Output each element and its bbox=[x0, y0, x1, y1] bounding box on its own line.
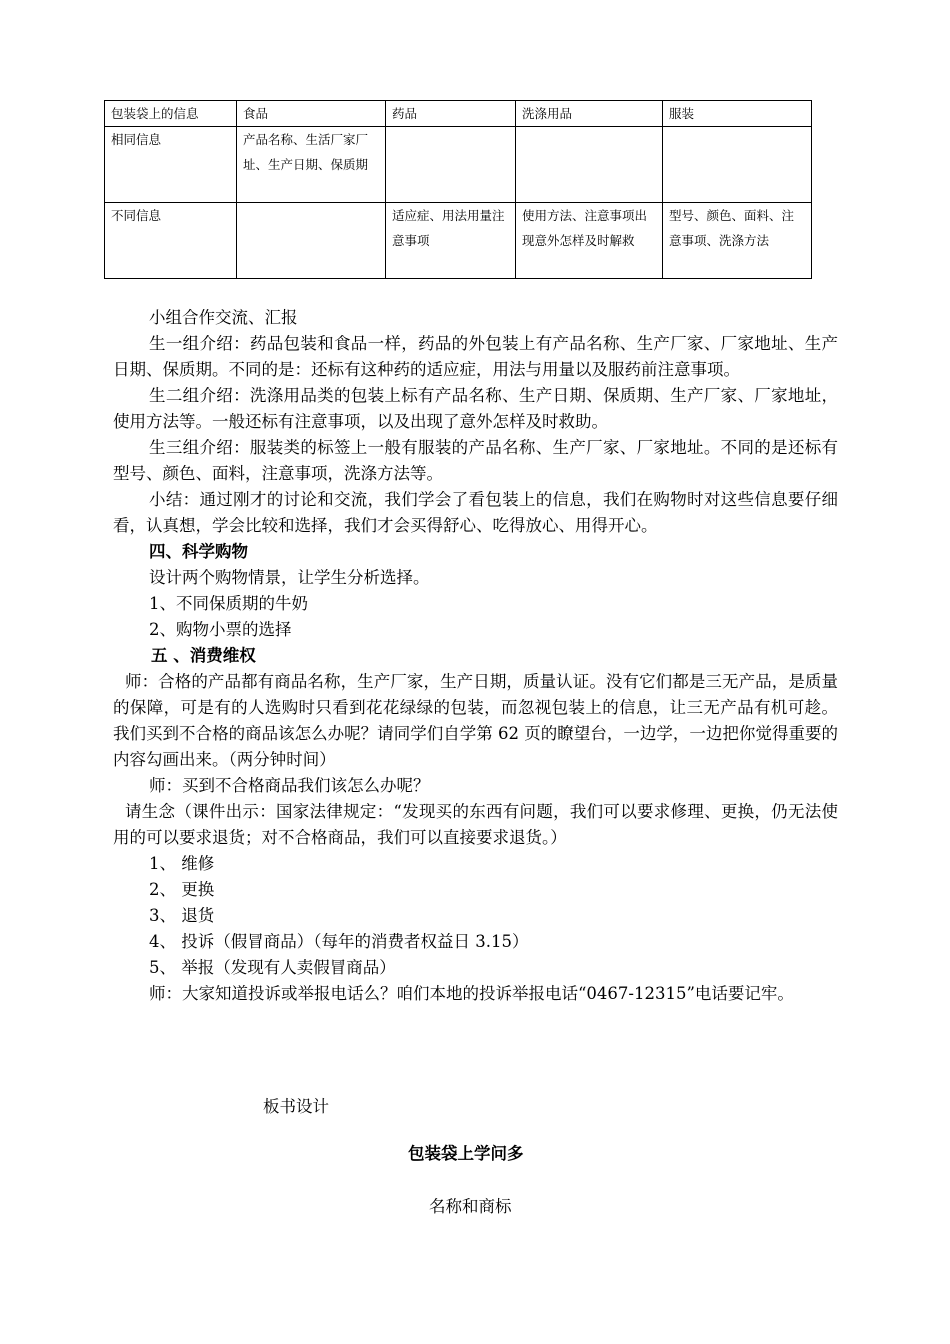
table-header-row bbox=[105, 101, 812, 127]
board-subtitle: 名称和商标 bbox=[429, 1197, 512, 1216]
table-cell bbox=[237, 203, 386, 279]
table-row bbox=[105, 203, 812, 279]
table-cell: 相同信息 bbox=[105, 127, 237, 203]
lesson-body bbox=[113, 305, 838, 1007]
list-item: 1、 维修 bbox=[149, 854, 215, 873]
board-title: 包装袋上学问多 bbox=[408, 1144, 524, 1163]
paragraph: 小结：通过刚才的讨论和交流，我们学会了看包装上的信息，我们在购物时对这些信息要仔细看，认真想，学会比较和选择，我们才会买得舒心、吃得放心、用得开心。 bbox=[113, 490, 838, 535]
paragraph: 小组合作交流、汇报 bbox=[149, 308, 298, 327]
table-cell: 使用方法、注意事项出现意外怎样及时解救 bbox=[516, 203, 663, 279]
paragraph: 生二组介绍：洗涤用品类的包装上标有产品名称、生产日期、保质期、生产厂家、厂家地址，使用方法等。一般还标有注意事项，以及出现了意外怎样及时救助。 bbox=[113, 386, 838, 431]
list-item: 4、 投诉（假冒商品）（每年的消费者权益日 3.15） bbox=[149, 932, 529, 951]
table-cell: 适应症、用法用量注意事项 bbox=[386, 203, 516, 279]
list-item: 5、 举报（发现有人卖假冒商品） bbox=[149, 958, 396, 977]
list-item: 2、 更换 bbox=[149, 880, 215, 899]
table-cell: 产品名称、生活厂家厂址、生产日期、保质期 bbox=[237, 127, 386, 203]
paragraph: 设计两个购物情景，让学生分析选择。 bbox=[149, 568, 430, 587]
table-cell: 型号、颜色、面料、注意事项、洗涤方法 bbox=[663, 203, 812, 279]
paragraph: 生一组介绍：药品包装和食品一样，药品的外包装上有产品名称、生产厂家、厂家地址、生产日期、保质期。不同的是：还标有这种药的适应症，用法与用量以及服药前注意事项。 bbox=[113, 334, 838, 379]
list-item: 3、 退货 bbox=[149, 906, 215, 925]
paragraph: 师：大家知道投诉或举报电话么？咱们本地的投诉举报电话“0467-12315”电话要记牢。 bbox=[149, 984, 794, 1003]
list-item: 1、不同保质期的牛奶 bbox=[149, 594, 308, 613]
section-heading: 五 、消费维权 bbox=[151, 646, 256, 665]
paragraph: 师：买到不合格商品我们该怎么办呢？ bbox=[149, 776, 430, 795]
table-cell: 不同信息 bbox=[105, 203, 237, 279]
table-cell bbox=[386, 127, 516, 203]
table-header-cell: 洗涤用品 bbox=[516, 101, 663, 127]
section-heading: 四、科学购物 bbox=[149, 542, 248, 561]
table-cell bbox=[663, 127, 812, 203]
packaging-info-table bbox=[104, 100, 812, 279]
table-cell bbox=[516, 127, 663, 203]
paragraph: 师：合格的产品都有商品名称，生产厂家，生产日期，质量认证。没有它们都是三无产品，是质量的保障，可是有的人选购时只看到花花绿绿的包装，而忽视包装上的信息，让三无产品有机可趁。我们买到不合格的商品该怎么办呢？请同学们自学第 62 页的瞭望台，一边学，一边把你觉得重要的内容勾画出来。（两分钟时间） bbox=[113, 672, 838, 769]
paragraph: 请生念（课件出示：国家法律规定：“发现买的东西有问题，我们可以要求修理、更换，仍无法使用的可以要求退货；对不合格商品，我们可以直接要求退货。） bbox=[113, 802, 838, 847]
table-header-cell: 食品 bbox=[237, 101, 386, 127]
board-design-label: 板书设计 bbox=[263, 1097, 329, 1116]
table-header-cell: 服装 bbox=[663, 101, 812, 127]
table-row bbox=[105, 127, 812, 203]
table-header-cell: 包装袋上的信息 bbox=[105, 101, 237, 127]
paragraph: 生三组介绍：服装类的标签上一般有服装的产品名称、生产厂家、厂家地址。不同的是还标有型号、颜色、面料，注意事项，洗涤方法等。 bbox=[113, 438, 838, 483]
table-header-cell: 药品 bbox=[386, 101, 516, 127]
list-item: 2、购物小票的选择 bbox=[149, 620, 292, 639]
